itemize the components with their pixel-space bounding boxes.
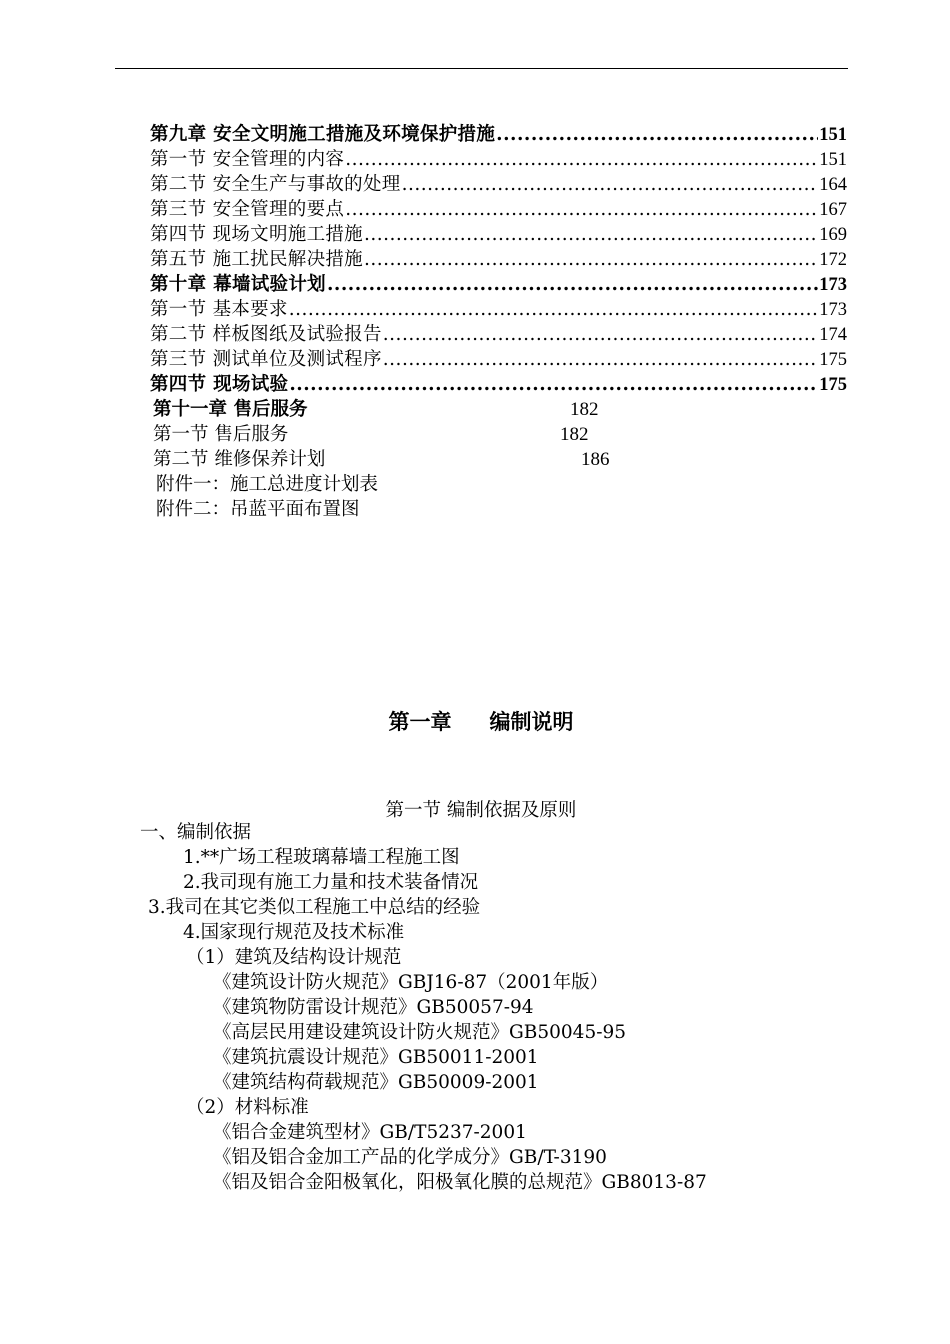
- toc-row[interactable]: [150, 247, 847, 272]
- toc-page-number: 164: [819, 175, 847, 195]
- toc-label: 第四节 现场文明施工措施: [150, 224, 363, 245]
- standard-item: 《铝及铝合金阳极氧化，阳极氧化膜的总规范》GB8013-87: [213, 1172, 707, 1193]
- toc-row[interactable]: [150, 197, 847, 222]
- list-item: 1.**广场工程玻璃幕墙工程施工图: [183, 847, 460, 868]
- header-rule: [115, 68, 848, 69]
- toc-leader: [402, 172, 819, 197]
- toc-page-number: 175: [819, 375, 847, 395]
- toc-chapter-11-label[interactable]: 第十一章 售后服务: [153, 399, 308, 420]
- chapter-number: 第一章: [388, 710, 452, 734]
- toc-page-number: 151: [819, 150, 847, 170]
- toc-leader: [345, 147, 818, 172]
- toc-page-number: 175: [819, 350, 847, 370]
- sub-heading: （2）材料标准: [186, 1097, 309, 1118]
- toc-leader: [364, 222, 818, 247]
- toc-label: 第十章 幕墙试验计划: [150, 274, 326, 295]
- standard-item: 《建筑物防雷设计规范》GB50057-94: [213, 997, 534, 1018]
- toc-attachment[interactable]: 附件二：吊蓝平面布置图: [156, 499, 360, 520]
- toc-row[interactable]: [150, 297, 847, 322]
- standard-item: 《建筑结构荷载规范》GB50009-2001: [213, 1072, 539, 1093]
- toc-leader: [383, 347, 818, 372]
- toc-page-number: 151: [819, 125, 847, 145]
- toc-section-page: 186: [581, 449, 610, 470]
- toc-page-number: 173: [819, 275, 847, 295]
- toc-page-number: 172: [819, 250, 847, 270]
- toc-label: 第一节 基本要求: [150, 299, 288, 320]
- toc-page-number: 173: [819, 300, 847, 320]
- toc-label: 第五节 施工扰民解决措施: [150, 249, 363, 270]
- toc-leader: [496, 122, 818, 147]
- toc-section-label[interactable]: 第二节 维修保养计划: [153, 449, 326, 470]
- toc-page-number: 167: [819, 200, 847, 220]
- list-item: 4.国家现行规范及技术标准: [183, 922, 405, 943]
- toc-row[interactable]: [150, 147, 847, 172]
- standard-item: 《建筑设计防火规范》GBJ16-87（2001年版）: [213, 972, 609, 993]
- toc-label: 第九章 安全文明施工措施及环境保护措施: [150, 124, 496, 145]
- toc-leader: [383, 322, 818, 347]
- toc-chapter-11-page: 182: [570, 399, 599, 420]
- toc-attachment[interactable]: 附件一：施工总进度计划表: [156, 474, 379, 495]
- toc-row[interactable]: [150, 172, 847, 197]
- toc-section-label[interactable]: 第一节 售后服务: [153, 424, 289, 445]
- sub-heading: （1）建筑及结构设计规范: [186, 947, 402, 968]
- toc-label: 第四节 现场试验: [150, 374, 289, 395]
- standard-item: 《铝及铝合金加工产品的化学成分》GB/T-3190: [213, 1147, 607, 1168]
- list-item: 3.我司在其它类似工程施工中总结的经验: [148, 897, 481, 918]
- toc-label: 第二节 安全生产与事故的处理: [150, 174, 401, 195]
- toc-row[interactable]: [150, 372, 847, 397]
- toc-leader: [289, 297, 818, 322]
- toc-label: 第二节 样板图纸及试验报告: [150, 324, 382, 345]
- toc-leader: [364, 247, 818, 272]
- table-of-contents: [150, 122, 847, 397]
- toc-row[interactable]: [150, 322, 847, 347]
- toc-section-page: 182: [560, 424, 589, 445]
- section-title: 第一节 编制依据及原则: [385, 800, 577, 821]
- chapter-name: 编制说明: [489, 710, 574, 734]
- toc-row[interactable]: [150, 222, 847, 247]
- toc-page-number: 169: [819, 225, 847, 245]
- toc-row[interactable]: [150, 347, 847, 372]
- toc-label: 第一节 安全管理的内容: [150, 149, 345, 170]
- heading-basis: 一、编制依据: [140, 822, 252, 843]
- chapter-title: [0, 706, 950, 736]
- standard-item: 《建筑抗震设计规范》GB50011-2001: [213, 1047, 539, 1068]
- toc-leader: [289, 372, 818, 397]
- toc-row[interactable]: [150, 272, 847, 297]
- toc-label: 第三节 测试单位及测试程序: [150, 349, 382, 370]
- toc-leader: [327, 272, 818, 297]
- toc-label: 第三节 安全管理的要点: [150, 199, 345, 220]
- toc-row[interactable]: [150, 122, 847, 147]
- standard-item: 《高层民用建设建筑设计防火规范》GB50045-95: [213, 1022, 627, 1043]
- list-item: 2.我司现有施工力量和技术装备情况: [183, 872, 479, 893]
- toc-page-number: 174: [819, 325, 847, 345]
- standard-item: 《铝合金建筑型材》GB/T5237-2001: [213, 1122, 527, 1143]
- toc-leader: [345, 197, 818, 222]
